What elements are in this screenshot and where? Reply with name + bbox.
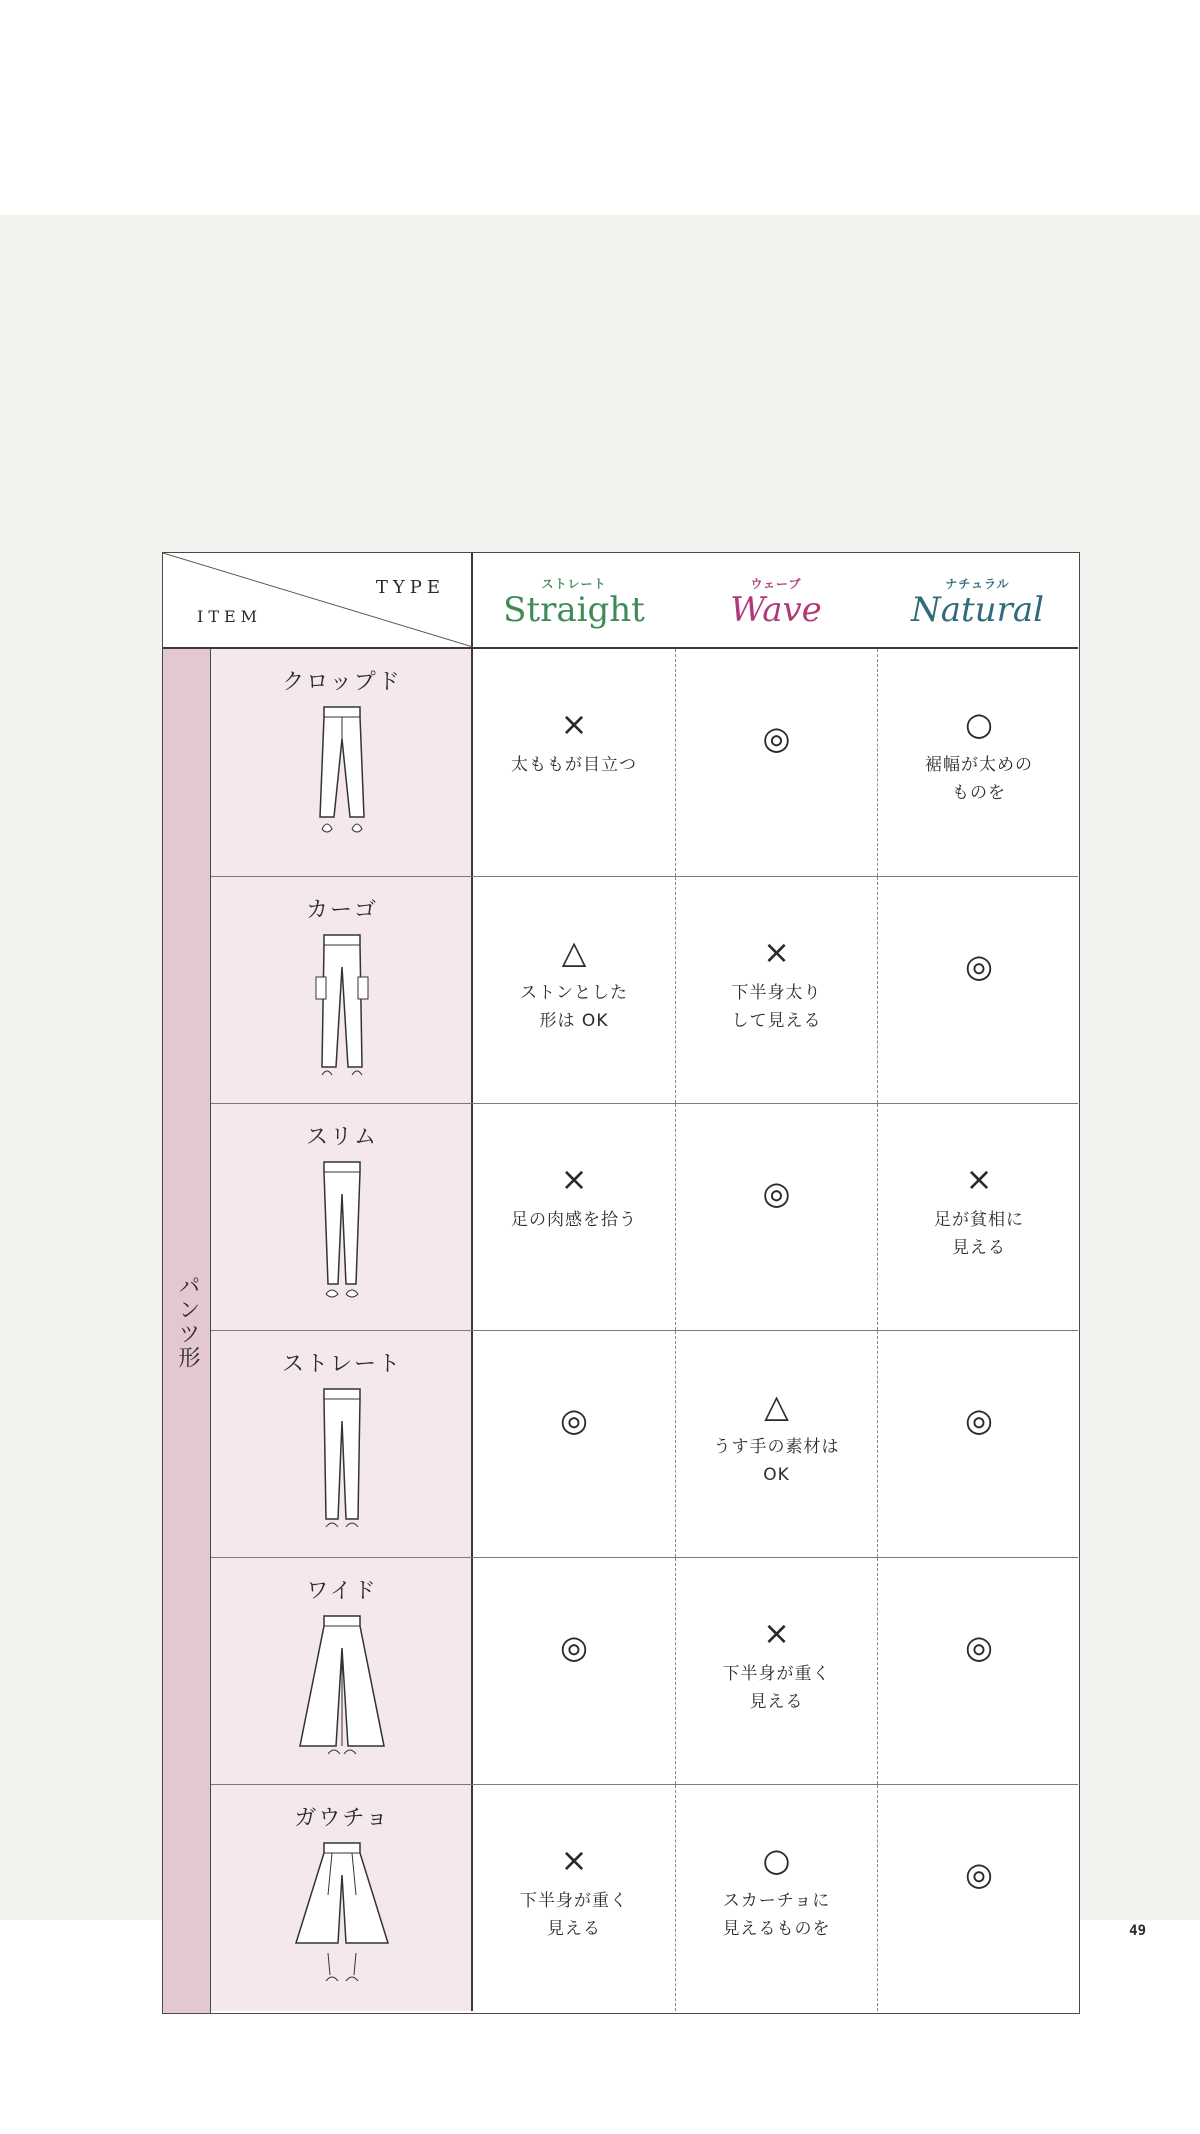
rating-cell: [877, 1558, 1080, 1784]
item-name: カーゴ: [305, 898, 378, 923]
item-cell: [211, 1104, 473, 1330]
cargo-pants-icon: [292, 927, 392, 1087]
rating-cell: [877, 877, 1080, 1103]
rating-note: 足の肉感を拾う: [511, 1210, 637, 1230]
rating-note: 裾幅が太めの ものを: [925, 755, 1033, 803]
rating-note: うす手の素材は OK: [713, 1437, 840, 1485]
item-cell: [211, 649, 473, 876]
type-natural-en: Natural: [911, 590, 1044, 630]
cross-mark-icon: ×: [560, 1841, 588, 1879]
table-row: [211, 1784, 1078, 2011]
table-row: [211, 649, 1078, 876]
rating-cell: [675, 1785, 877, 2011]
fit-table: [162, 552, 1080, 2014]
header-corner: [163, 553, 473, 647]
rating-cell: [877, 1104, 1080, 1330]
type-straight-jp: ストレート: [541, 577, 607, 591]
rating-note: 下半身が重く 見える: [520, 1891, 628, 1939]
type-straight-en: Straight: [503, 590, 645, 630]
rating-cell: [675, 649, 877, 876]
page-background: [0, 215, 1200, 1939]
rating-cell: [877, 649, 1080, 876]
circle-icon: ○: [762, 1841, 791, 1879]
rating-cell: [675, 1104, 877, 1330]
cross-mark-icon: ×: [560, 1160, 588, 1198]
table-row: [211, 1103, 1078, 1330]
type-label: TYPE: [375, 577, 445, 598]
double-circle-icon: ◎: [965, 947, 993, 985]
item-label: ITEM: [197, 607, 263, 626]
item-name: ストレート: [281, 1352, 402, 1377]
cross-mark-icon: ×: [965, 1160, 993, 1198]
type-column-straight: [473, 553, 675, 647]
rating-cell: [473, 1331, 675, 1557]
slim-pants-icon: [292, 1154, 392, 1314]
wide-pants-icon: [292, 1608, 392, 1768]
item-cell: [211, 877, 473, 1103]
item-name: ワイド: [306, 1579, 378, 1604]
rating-cell: [473, 1558, 675, 1784]
table-row: [211, 1330, 1078, 1557]
item-cell: [211, 1785, 473, 2011]
type-column-natural: [877, 553, 1078, 647]
straight-pants-icon: [292, 1381, 392, 1541]
type-natural-jp: ナチュラル: [945, 577, 1010, 591]
double-circle-icon: ◎: [965, 1401, 993, 1439]
double-circle-icon: ◎: [762, 719, 791, 757]
table-header: [163, 553, 1078, 649]
rating-cell: [473, 1785, 675, 2011]
rating-note: ストンとした 形は OK: [520, 983, 628, 1031]
cross-mark-icon: ×: [560, 705, 588, 743]
page-number: 49: [1129, 1923, 1146, 1939]
triangle-icon: △: [561, 933, 587, 971]
type-wave-en: Wave: [730, 590, 822, 630]
rating-note: 下半身が重く 見える: [722, 1664, 831, 1712]
rating-note: 下半身太り して見える: [731, 983, 822, 1031]
double-circle-icon: ◎: [965, 1628, 993, 1666]
rating-cell: [473, 649, 675, 876]
rating-cell: [675, 1558, 877, 1784]
double-circle-icon: ◎: [762, 1174, 791, 1212]
type-wave-jp: ウェーブ: [750, 577, 802, 591]
rating-cell: [877, 1331, 1080, 1557]
rating-note: スカーチョに 見えるものを: [722, 1891, 831, 1939]
item-cell: [211, 1331, 473, 1557]
cross-mark-icon: ×: [763, 933, 790, 971]
rating-note: 太ももが目立つ: [511, 755, 637, 775]
triangle-icon: △: [764, 1387, 789, 1425]
item-name: ガウチョ: [294, 1806, 390, 1831]
rating-cell: [675, 877, 877, 1103]
cross-mark-icon: ×: [763, 1614, 790, 1652]
rating-cell: [877, 1785, 1080, 2011]
table-row: [211, 1557, 1078, 1784]
double-circle-icon: ◎: [560, 1401, 588, 1439]
item-name: スリム: [305, 1125, 378, 1150]
category-band: [163, 649, 211, 2013]
rating-cell: [675, 1331, 877, 1557]
double-circle-icon: ◎: [965, 1855, 993, 1893]
double-circle-icon: ◎: [560, 1628, 588, 1666]
item-name: クロップド: [282, 670, 402, 695]
item-cell: [211, 1558, 473, 1784]
type-column-wave: [675, 553, 877, 647]
circle-icon: ○: [965, 705, 993, 743]
cropped-pants-icon: [292, 699, 392, 859]
category-label: パンツ形: [175, 1274, 200, 1370]
rating-cell: [473, 1104, 675, 1330]
table-row: [211, 876, 1078, 1103]
corner-diagonal: [163, 553, 473, 647]
gaucho-pants-icon: [292, 1835, 392, 1995]
rating-cell: [473, 877, 675, 1103]
rating-note: 足が貧相に 見える: [934, 1210, 1024, 1258]
